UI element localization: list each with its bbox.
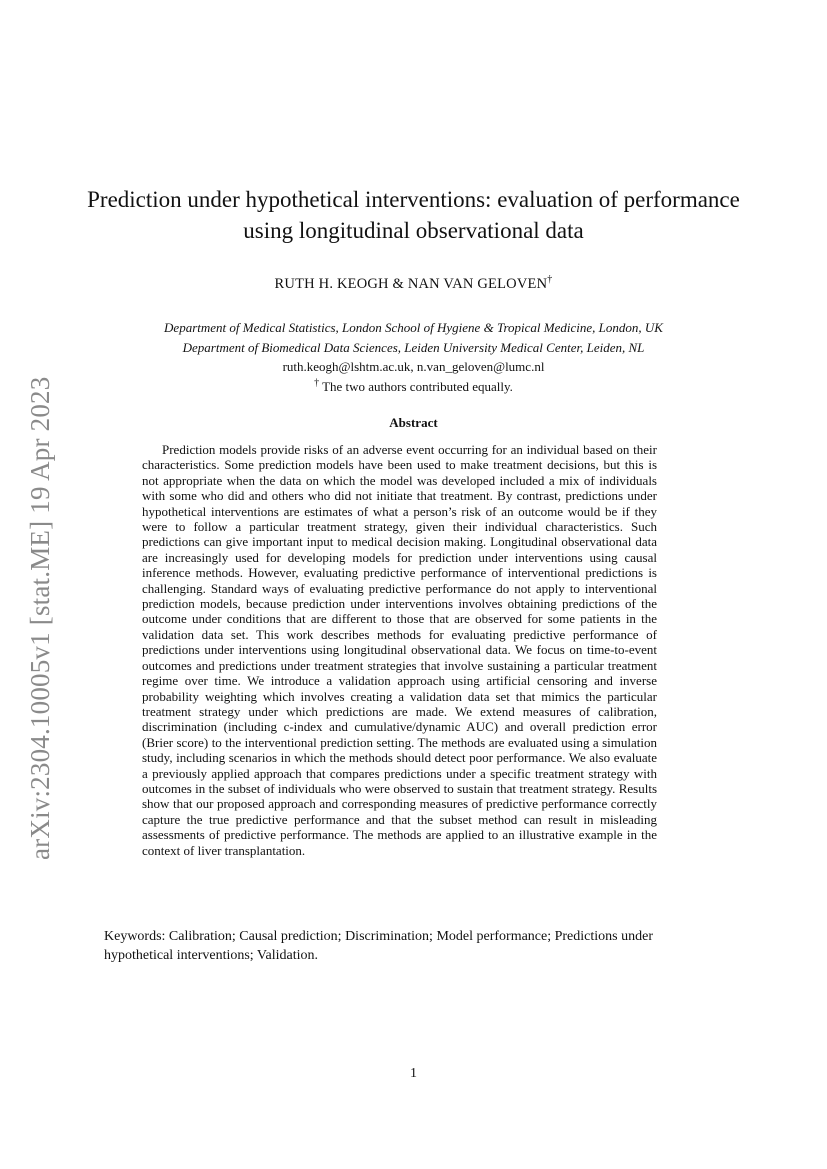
author-emails: ruth.keogh@lshtm.ac.uk, n.van_geloven@lumc.nl bbox=[282, 359, 545, 374]
author-dagger-marker: † bbox=[547, 274, 553, 286]
affiliation-lshtm: Department of Medical Statistics, London School of Hygiene & Tropical Medicine, London, UK bbox=[164, 320, 663, 335]
arxiv-identifier-stamp: arXiv:2304.10005v1 [stat.ME] 19 Apr 2023 bbox=[25, 376, 55, 860]
keywords-line: Keywords: Calibration; Causal prediction; Discrimination; Model performance; Predictions under hypothetical interventions; Validation. bbox=[104, 929, 653, 963]
equal-contribution-note bbox=[80, 377, 747, 397]
abstract-text: Prediction models provide risks of an adverse event occurring for an individual based on their characteristics. Some prediction models have been used to make treatment decisions, but this is not appropriate when the data on which the model was developed included a mix of individuals with some who did and others who did not initiate that treatment. By contrast, predictions under hypothetical interventions are estimates of what a person’s risk of an outcome would be if they were to follow a particular treatment strategy, given their individual characteristics. Such predictions can give important input to medical decision making. Longitudinal observational data are increasingly used for developing models for prediction under interventions using causal inference methods. However, evaluating predictive performance of interventional predictions is challenging. Standard ways of evaluating predictive performance do not apply to interventional prediction models, because prediction under interventions involves obtaining predictions of the outcome under conditions that are different to those that are observed for some patients in the validation data set. This work describes methods for evaluating predictive performance of predictions under interventions using longitudinal observational data. We focus on time-to-event outcomes and predictions under treatment strategies that involve sustaining a particular treatment regime over time. We introduce a validation approach using artificial censoring and inverse probability weighting which involves creating a validation data set that mimics the particular treatment strategy under which predictions are made. We extend measures of calibration, discrimination (including c-index and cumulative/dynamic AUC) and overall prediction error (Brier score) to the interventional prediction setting. The methods are evaluated using a simulation study, including scenarios in which the methods should detect poor performance. We also evaluate a previously applied approach that compares predictions under a specific treatment strategy with outcomes in the subset of individuals who were observed to sustain that treatment strategy. Results show that our proposed approach and corresponding measures of predictive performance correctly capture the true predictive performance and that the subset method can result in misleading assessments of predictive performance. The methods are applied to an illustrative example in the context of liver transplantation. bbox=[142, 442, 657, 858]
paper-title: Prediction under hypothetical interventions: evaluation of performance using longitudinal observational data bbox=[87, 187, 740, 243]
page-number: 1 bbox=[410, 1066, 417, 1081]
abstract-heading: Abstract bbox=[389, 415, 438, 430]
note-text: The two authors contributed equally. bbox=[322, 378, 513, 394]
note-dagger-marker: † bbox=[314, 377, 320, 389]
affiliation-block bbox=[80, 318, 747, 396]
author-list bbox=[80, 276, 747, 293]
author-names: RUTH H. KEOGH & NAN VAN GELOVEN bbox=[274, 276, 548, 292]
affiliation-lumc: Department of Biomedical Data Sciences, Leiden University Medical Center, Leiden, NL bbox=[182, 339, 645, 355]
